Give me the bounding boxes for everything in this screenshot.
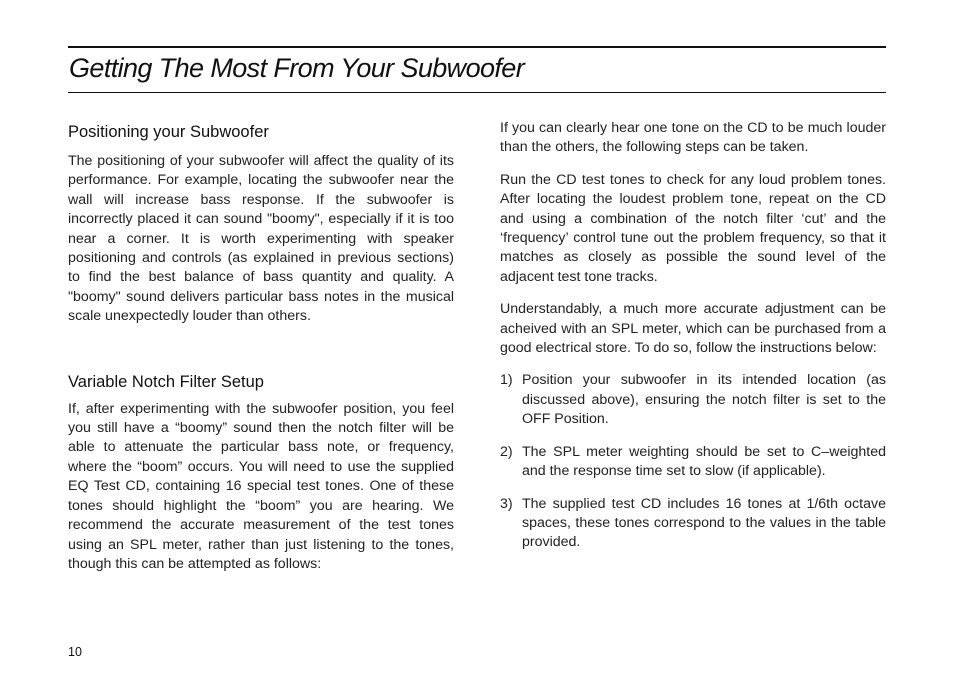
instruction-step [500, 443, 886, 482]
page-number: 10 [68, 645, 82, 659]
section-heading-positioning: Positioning your Subwoofer [68, 123, 269, 141]
step-text: The SPL meter weighting should be set to C–weighted and the response time set to slow (if applicable). [522, 443, 886, 480]
step-text: The supplied test CD includes 16 tones at 1/6th octave spaces, these tones correspond to the values in the table provided. [522, 495, 886, 551]
notch-filter-paragraph: If, after experimenting with the subwoofer position, you feel you still have a “boomy” sound then the notch filter will be able to attenuate the particular bass note, or frequency, where the “boom” occurs. You will need to use the supplied EQ Test CD, containing 16 special test tones. One of these tones should highlight the “boom” you are hearing. We recommend the accurate measurement of the test tones using an SPL meter, rather than just listening to the tones, though this can be attempted as follows: [68, 400, 454, 572]
title-bottom-rule [68, 92, 886, 93]
title-top-rule [68, 46, 886, 48]
step-number: 2) [500, 443, 513, 460]
right-paragraph: If you can clearly hear one tone on the CD to be much louder than the others, the following steps can be taken. [500, 120, 886, 156]
right-paragraph: Run the CD test tones to check for any loud problem tones. After locating the loudest problem tone, repeat on the CD and using a combination of the notch filter ‘cut’ and the ‘frequency’ control tune out the problem frequency, so that it matches as closely as possible the sound level of the adjacent test tone tracks. [500, 171, 886, 285]
step-text: Position your subwoofer in its intended location (as discussed above), ensuring the notch filter is set to the OFF Position. [522, 372, 886, 428]
instruction-steps [500, 371, 886, 552]
positioning-paragraph: The positioning of your subwoofer will affect the quality of its performance. For example, locating the subwoofer near the wall will increase bass response. If the subwoofer is incorrectly placed it can sound "boomy", especially if it is too near a corner. It is worth experimenting with speaker positioning and controls (as explained in previous sections) to find the best balance of bass quantity and quality. A "boomy" sound delivers particular bass notes in the musical scale unexpectedly louder than others. [68, 153, 454, 325]
page-title: Getting The Most From Your Subwoofer [69, 53, 525, 83]
step-number: 1) [500, 372, 513, 389]
right-column [500, 119, 886, 566]
section-heading-notch-filter: Variable Notch Filter Setup [68, 372, 264, 391]
instruction-step [500, 495, 886, 553]
left-column [68, 118, 454, 574]
instruction-step [500, 371, 886, 429]
right-paragraph: Understandably, a much more accurate adjustment can be acheived with an SPL meter, which can be purchased from a good electrical store. To do so, follow the instructions below: [500, 301, 886, 357]
step-number: 3) [500, 495, 513, 512]
